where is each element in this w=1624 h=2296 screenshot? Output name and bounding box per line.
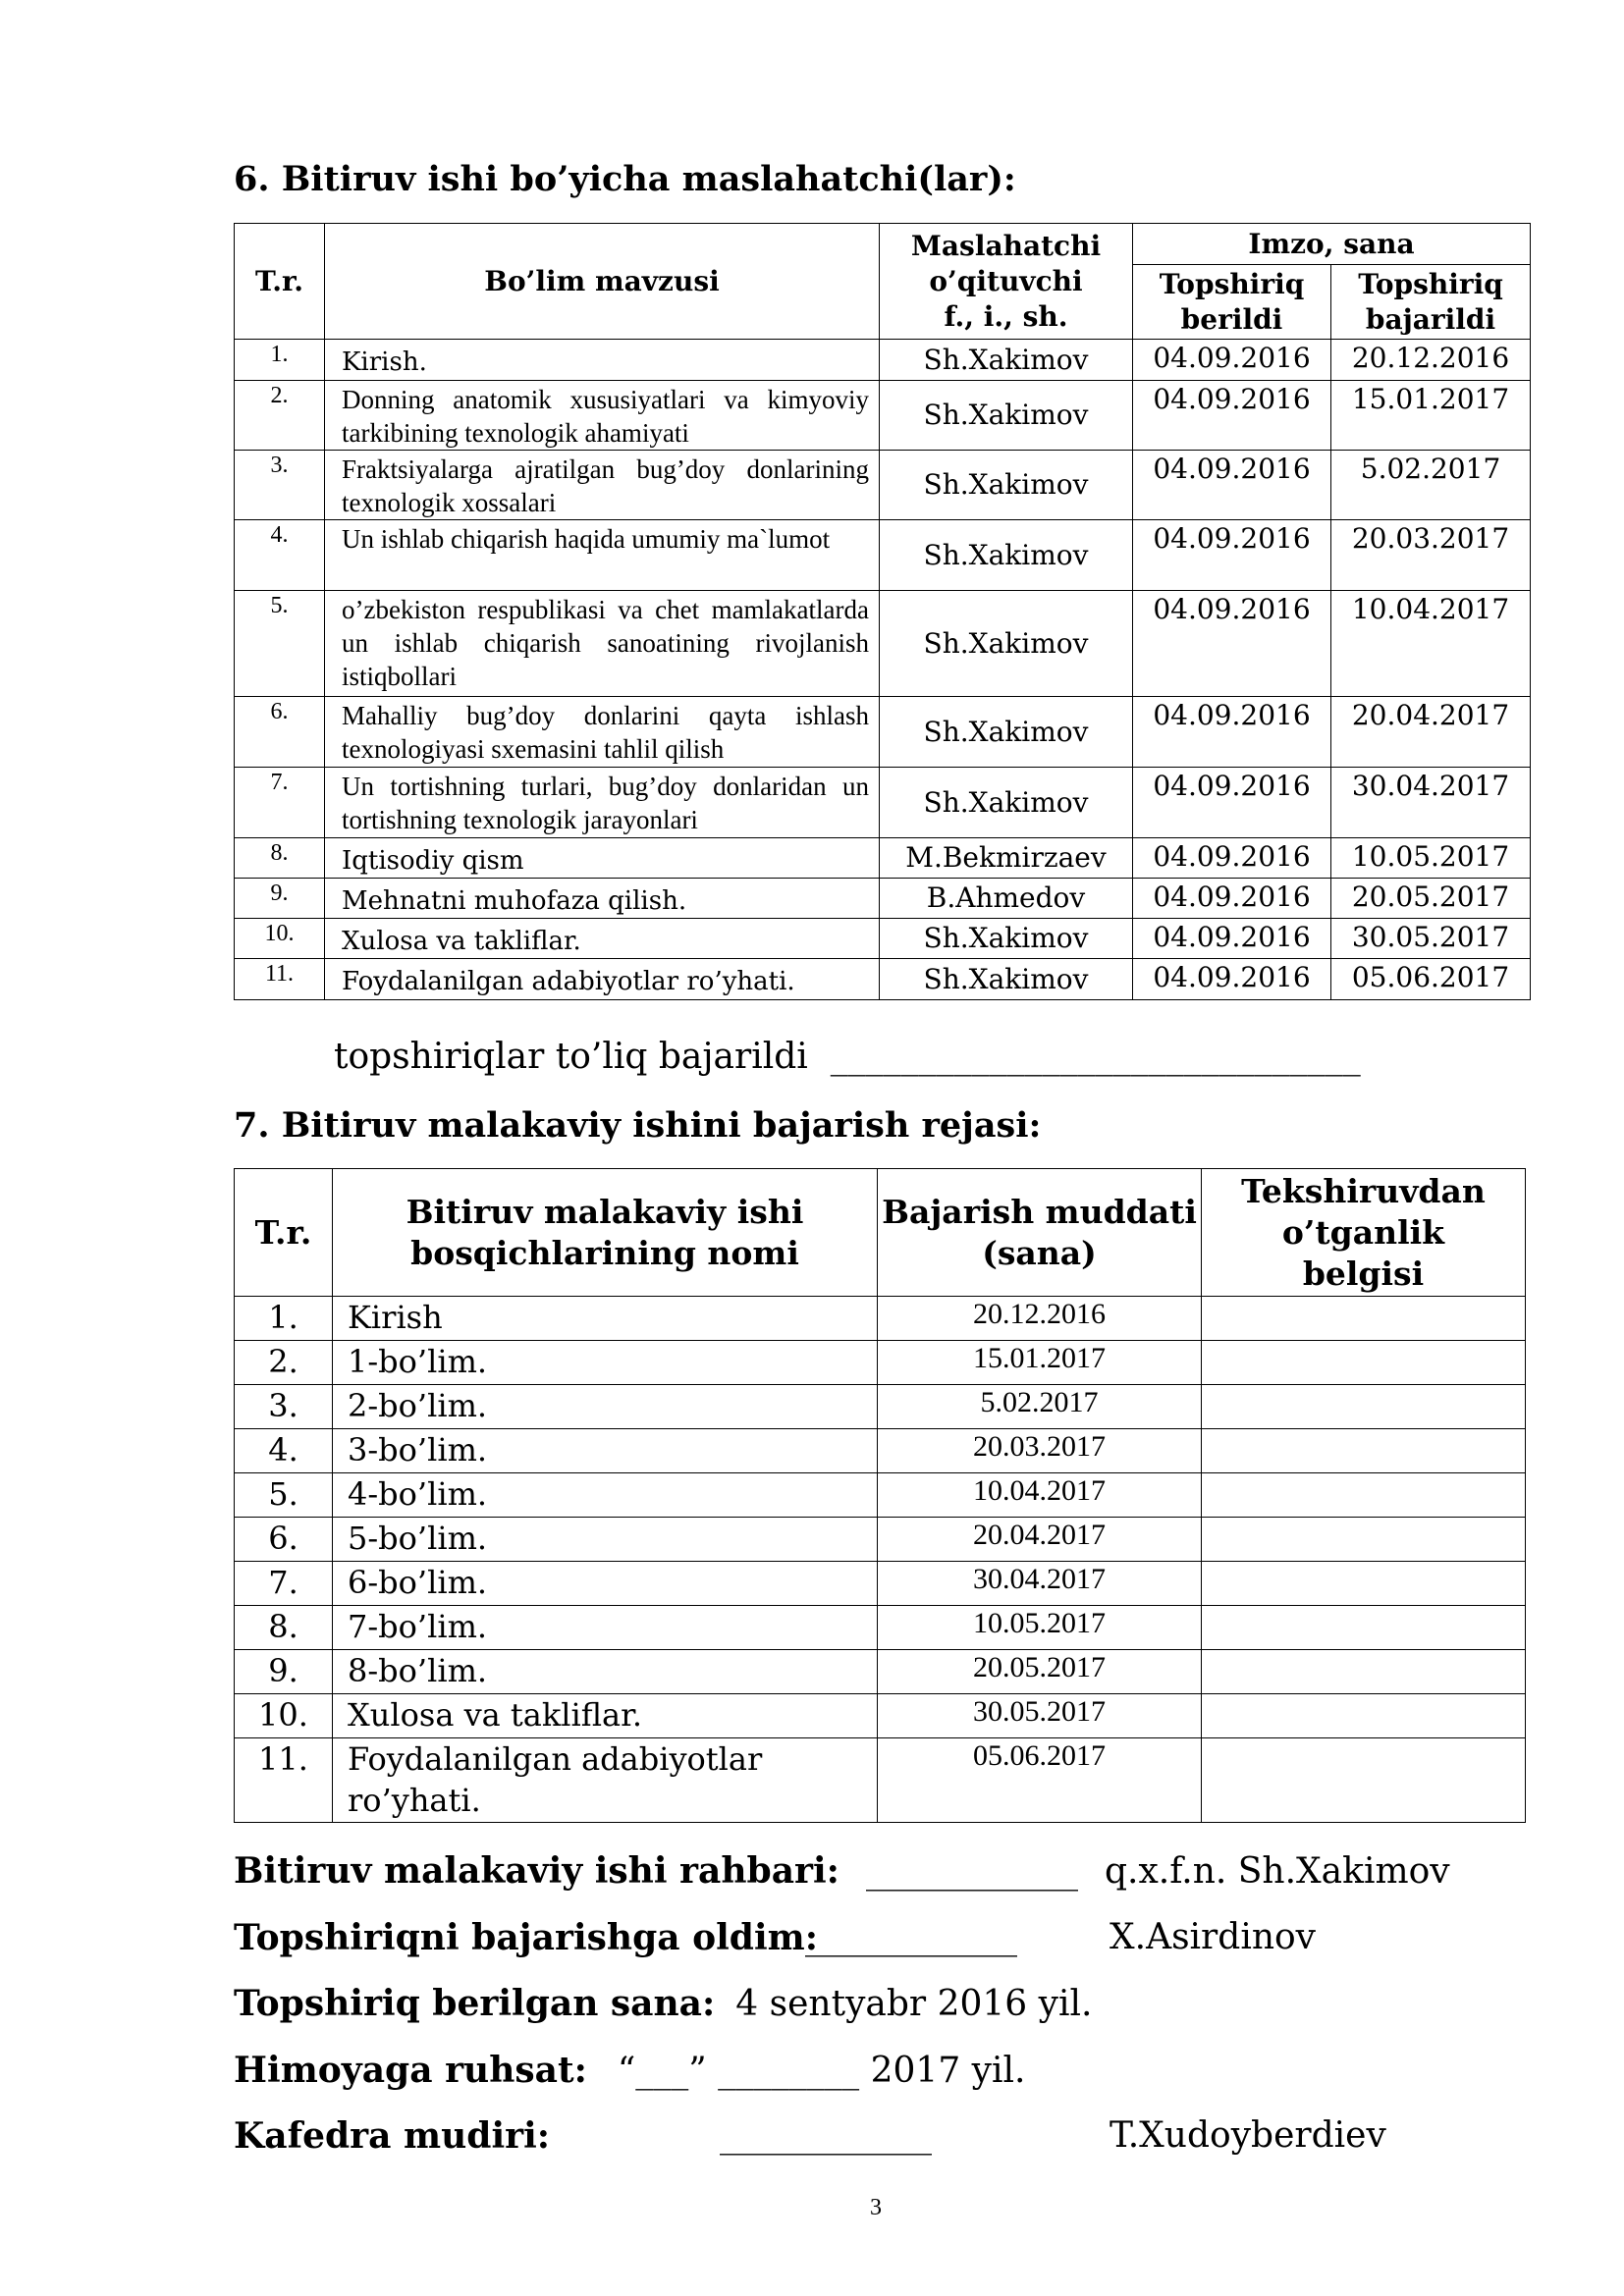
header-stage-line: bosqichlarining nomi — [410, 1233, 799, 1272]
row-stage: Xulosa va takliflar. — [333, 1694, 878, 1738]
header-num: T.r. — [235, 224, 325, 340]
row-done: 15.01.2017 — [1331, 381, 1531, 451]
header-stage — [333, 1169, 878, 1297]
row-given: 04.09.2016 — [1133, 838, 1331, 879]
row-topic: Mehnatni muhofaza qilish. — [325, 879, 880, 919]
header-stage-line: Bitiruv malakaviy ishi — [406, 1192, 804, 1231]
row-stage: 3-bo’lim. — [333, 1429, 878, 1473]
head-label: Kafedra mudiri: — [234, 2115, 551, 2157]
header-done — [1331, 265, 1531, 340]
row-num: 5. — [235, 1473, 333, 1518]
table-row — [235, 879, 1531, 919]
row-done: 20.03.2017 — [1331, 520, 1531, 591]
header-advisor — [880, 224, 1133, 340]
row-check — [1202, 1562, 1526, 1606]
row-stage: Kirish — [333, 1297, 878, 1341]
defense-label: Himoyaga ruhsat: — [234, 2050, 587, 2091]
table-row — [235, 451, 1531, 520]
row-num: 11. — [235, 959, 325, 1000]
row-check — [1202, 1297, 1526, 1341]
row-topic: o’zbekiston respublikasi va chet mamlakatlarda un ishlab chiqarish sanoatining rivojlanish istiqbollari — [325, 591, 880, 697]
row-given: 04.09.2016 — [1133, 451, 1331, 520]
header-done-line: Topshiriq — [1358, 267, 1503, 300]
table-row — [235, 1606, 1526, 1650]
row-done: 20.12.2016 — [1331, 340, 1531, 381]
row-num: 4. — [235, 1429, 333, 1473]
row-stage: 1-bo’lim. — [333, 1341, 878, 1385]
row-check — [1202, 1385, 1526, 1429]
row-deadline: 20.03.2017 — [878, 1429, 1202, 1473]
header-check-line: belgisi — [1302, 1254, 1425, 1293]
table-row — [235, 1429, 1526, 1473]
supervisor-label: Bitiruv malakaviy ishi rahbari: — [234, 1850, 839, 1892]
row-deadline: 10.04.2017 — [878, 1473, 1202, 1518]
row-check — [1202, 1606, 1526, 1650]
row-given: 04.09.2016 — [1133, 768, 1331, 838]
section-7-title: 7. Bitiruv malakaviy ishini bajarish rejasi: — [234, 1105, 1042, 1146]
row-advisor: Sh.Xakimov — [880, 959, 1133, 1000]
row-num: 7. — [235, 768, 325, 838]
row-advisor: Sh.Xakimov — [880, 340, 1133, 381]
table-row — [235, 1738, 1526, 1823]
row-topic: Iqtisodiy qism — [325, 838, 880, 879]
row-stage: 5-bo’lim. — [333, 1518, 878, 1562]
row-num: 3. — [235, 1385, 333, 1429]
row-num: 8. — [235, 1606, 333, 1650]
table-row — [235, 591, 1531, 697]
table-row — [235, 1385, 1526, 1429]
header-signature: Imzo, sana — [1133, 224, 1531, 265]
row-given: 04.09.2016 — [1133, 381, 1331, 451]
row-deadline: 20.12.2016 — [878, 1297, 1202, 1341]
table-row — [235, 1694, 1526, 1738]
row-given: 04.09.2016 — [1133, 879, 1331, 919]
row-deadline: 05.06.2017 — [878, 1738, 1202, 1823]
row-num: 2. — [235, 381, 325, 451]
table-row — [235, 1297, 1526, 1341]
row-deadline: 20.05.2017 — [878, 1650, 1202, 1694]
row-num: 10. — [235, 1694, 333, 1738]
row-stage: 7-bo’lim. — [333, 1606, 878, 1650]
row-stage: Foydalanilgan adabiyotlar ro’yhati. — [333, 1738, 878, 1823]
row-done: 5.02.2017 — [1331, 451, 1531, 520]
table-row — [235, 1650, 1526, 1694]
row-given: 04.09.2016 — [1133, 591, 1331, 697]
table-row — [235, 1562, 1526, 1606]
header-advisor-line: f., i., sh. — [944, 299, 1068, 333]
row-num: 11. — [235, 1738, 333, 1823]
row-topic: Foydalanilgan adabiyotlar ro’yhati. — [325, 959, 880, 1000]
completion-line — [334, 1036, 1361, 1077]
row-done: 20.04.2017 — [1331, 697, 1531, 768]
row-topic: Un tortishning turlari, bug’doy donlaridan un tortishning texnologik jarayonlari — [325, 768, 880, 838]
header-deadline-line: Bajarish muddati — [882, 1192, 1197, 1231]
row-stage: 4-bo’lim. — [333, 1473, 878, 1518]
row-num: 1. — [235, 340, 325, 381]
row-num: 4. — [235, 520, 325, 591]
table-row — [235, 1473, 1526, 1518]
accepted-blank: ____________ — [805, 1917, 1017, 1957]
plan-table — [234, 1168, 1526, 1823]
row-check — [1202, 1341, 1526, 1385]
row-done: 30.05.2017 — [1331, 919, 1531, 959]
table-row — [235, 340, 1531, 381]
row-advisor: Sh.Xakimov — [880, 451, 1133, 520]
row-topic: Fraktsiyalarga ajratilgan bug’doy donlarining texnologik xossalari — [325, 451, 880, 520]
row-num: 6. — [235, 1518, 333, 1562]
row-num: 9. — [235, 1650, 333, 1694]
row-num: 8. — [235, 838, 325, 879]
row-check — [1202, 1429, 1526, 1473]
header-num: T.r. — [235, 1169, 333, 1297]
row-done: 30.04.2017 — [1331, 768, 1531, 838]
header-advisor-line: o’qituvchi — [929, 264, 1083, 297]
table-row — [235, 959, 1531, 1000]
row-num: 6. — [235, 697, 325, 768]
row-check — [1202, 1473, 1526, 1518]
row-deadline: 20.04.2017 — [878, 1518, 1202, 1562]
row-num: 1. — [235, 1297, 333, 1341]
table-row — [235, 1518, 1526, 1562]
section-6-title: 6. Bitiruv ishi bo’yicha maslahatchi(lar): — [234, 159, 1016, 199]
supervisor-line — [234, 1850, 1450, 1892]
row-stage: 8-bo’lim. — [333, 1650, 878, 1694]
row-advisor: M.Bekmirzaev — [880, 838, 1133, 879]
row-advisor: Sh.Xakimov — [880, 768, 1133, 838]
header-advisor-line: Maslahatchi — [910, 229, 1102, 262]
row-num: 9. — [235, 879, 325, 919]
row-done: 10.04.2017 — [1331, 591, 1531, 697]
head-line — [234, 2115, 550, 2157]
table-row — [235, 919, 1531, 959]
table-row — [235, 381, 1531, 451]
row-given: 04.09.2016 — [1133, 520, 1331, 591]
row-num: 5. — [235, 591, 325, 697]
header-check-line: Tekshiruvdan — [1241, 1171, 1486, 1210]
row-advisor: B.Ahmedov — [880, 879, 1133, 919]
row-check — [1202, 1694, 1526, 1738]
row-advisor: Sh.Xakimov — [880, 919, 1133, 959]
supervisor-blank: ____________ — [865, 1851, 1078, 1892]
row-advisor: Sh.Xakimov — [880, 520, 1133, 591]
row-done: 10.05.2017 — [1331, 838, 1531, 879]
row-topic: Donning anatomik xususiyatlari va kimyoviy tarkibining texnologik ahamiyati — [325, 381, 880, 451]
row-num: 2. — [235, 1341, 333, 1385]
row-given: 04.09.2016 — [1133, 919, 1331, 959]
header-given — [1133, 265, 1331, 340]
header-check — [1202, 1169, 1526, 1297]
header-given-line: Topshiriq — [1159, 267, 1305, 300]
row-done: 20.05.2017 — [1331, 879, 1531, 919]
supervisor-name: q.x.f.n. Sh.Xakimov — [1104, 1851, 1450, 1892]
row-topic: Un ishlab chiqarish haqida umumiy ma`lumot — [325, 520, 880, 591]
issued-line — [234, 1983, 1092, 2024]
row-check — [1202, 1650, 1526, 1694]
row-check — [1202, 1738, 1526, 1823]
accepted-name: X.Asirdinov — [1110, 1917, 1317, 1957]
header-done-line: bajarildi — [1365, 302, 1496, 336]
row-num: 3. — [235, 451, 325, 520]
row-deadline: 15.01.2017 — [878, 1341, 1202, 1385]
issued-value: 4 sentyabr 2016 yil. — [735, 1984, 1093, 2024]
head-blank: ____________ — [720, 2115, 932, 2156]
table-row — [235, 520, 1531, 591]
row-deadline: 30.04.2017 — [878, 1562, 1202, 1606]
header-deadline — [878, 1169, 1202, 1297]
table-row — [235, 1341, 1526, 1385]
row-deadline: 5.02.2017 — [878, 1385, 1202, 1429]
row-topic: Kirish. — [325, 340, 880, 381]
row-topic: Xulosa va takliflar. — [325, 919, 880, 959]
defense-line — [234, 2050, 1025, 2091]
accepted-label: Topshiriqni bajarishga oldim: — [234, 1917, 819, 1958]
row-stage: 2-bo’lim. — [333, 1385, 878, 1429]
row-done: 05.06.2017 — [1331, 959, 1531, 1000]
header-topic: Bo’lim mavzusi — [325, 224, 880, 340]
row-advisor: Sh.Xakimov — [880, 381, 1133, 451]
issued-label: Topshiriq berilgan sana: — [234, 1983, 716, 2024]
header-given-line: berildi — [1180, 302, 1283, 336]
page-number: 3 — [870, 2195, 882, 2220]
row-given: 04.09.2016 — [1133, 959, 1331, 1000]
header-deadline-line: (sana) — [982, 1233, 1097, 1272]
row-given: 04.09.2016 — [1133, 340, 1331, 381]
header-check-line: o’tganlik — [1281, 1212, 1445, 1252]
completion-text: topshiriqlar to’liq bajarildi — [334, 1037, 808, 1077]
row-check — [1202, 1518, 1526, 1562]
row-advisor: Sh.Xakimov — [880, 697, 1133, 768]
completion-blank: ______________________________ — [830, 1037, 1361, 1077]
row-given: 04.09.2016 — [1133, 697, 1331, 768]
row-deadline: 30.05.2017 — [878, 1694, 1202, 1738]
accepted-line — [234, 1917, 818, 1958]
row-advisor: Sh.Xakimov — [880, 591, 1133, 697]
advisors-table — [234, 223, 1531, 1000]
table-row — [235, 768, 1531, 838]
table-row — [235, 838, 1531, 879]
head-name: T.Xudoyberdiev — [1110, 2115, 1386, 2156]
row-num: 10. — [235, 919, 325, 959]
row-num: 7. — [235, 1562, 333, 1606]
row-topic: Mahalliy bug’doy donlarini qayta ishlash texnologiyasi sxemasini tahlil qilish — [325, 697, 880, 768]
row-deadline: 10.05.2017 — [878, 1606, 1202, 1650]
row-stage: 6-bo’lim. — [333, 1562, 878, 1606]
table-row — [235, 697, 1531, 768]
defense-value: “___” ________ 2017 yil. — [617, 2051, 1026, 2091]
